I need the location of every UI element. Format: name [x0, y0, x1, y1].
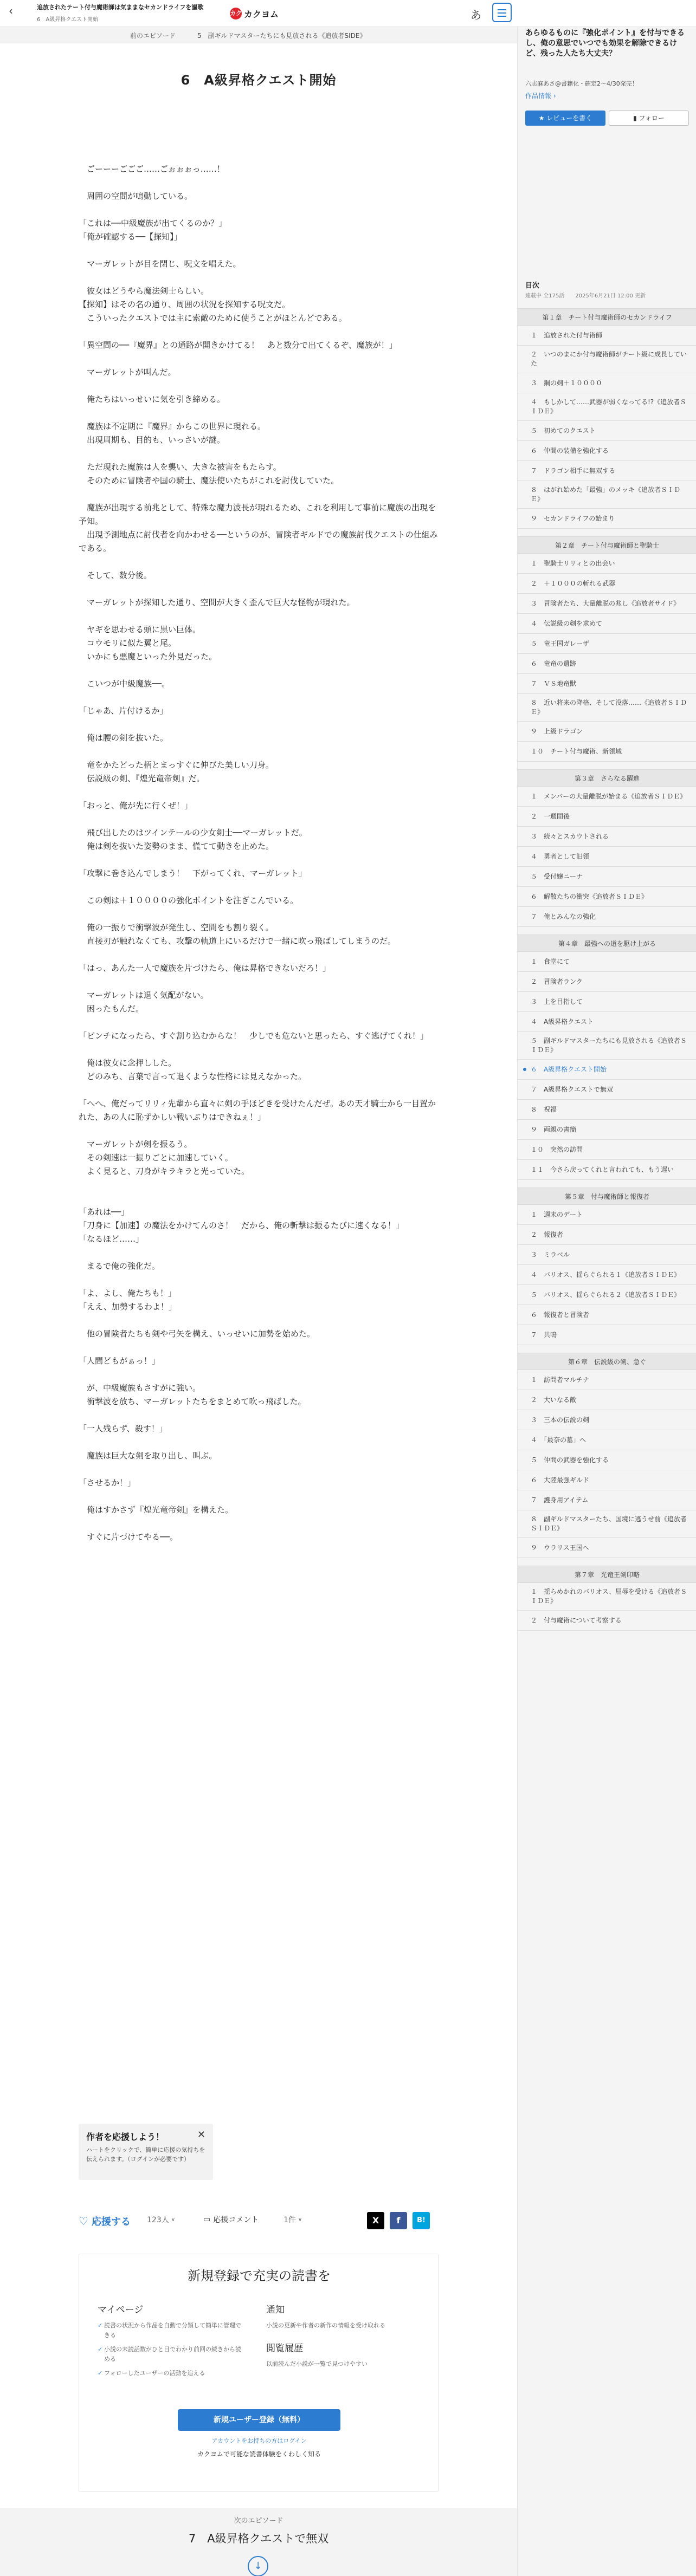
blank-line	[79, 1246, 439, 1260]
episode-paragraph: 俺は剣を抜いた姿勢のまま、慌てて動きを止めた。	[79, 841, 274, 851]
next-episode-label: 次のエピソード	[234, 2517, 283, 2525]
blank-line	[79, 1192, 439, 1205]
star-icon: ★	[538, 114, 545, 122]
history-title: 閲覧履歴	[266, 2343, 303, 2354]
episode-paragraph: すぐに片づけてやる──。	[79, 1532, 178, 1542]
toc-episode-link[interactable]: １ 訪問者マルチナ	[518, 1370, 696, 1390]
blank-line	[79, 1016, 439, 1029]
review-button[interactable]	[525, 111, 605, 126]
toc-episode-link[interactable]: ４ 「最奈の墓」へ	[518, 1430, 696, 1450]
blank-line	[79, 447, 439, 460]
episode-paragraph: いかにも悪魔といった外見だった。	[79, 652, 217, 661]
toc-episode-link[interactable]: ９ セカンドライフの始まり	[518, 509, 696, 529]
episode-paragraph: その剣速は一振りごとに加速していく。	[79, 1153, 233, 1163]
toc-episode-link[interactable]: ９ ウラリス王国へ	[518, 1538, 696, 1558]
episode-paragraph: こういったクエストでは主に索敵のために使うことがほとんどである。	[79, 313, 347, 323]
font-settings-icon[interactable]: あ	[471, 9, 481, 22]
episode-paragraph: 直接刃が触れなくても、攻撃の軌道上にいるだけで一緒に吹っ飛ばしてしまうのだ。	[79, 936, 396, 946]
close-icon[interactable]: ✕	[197, 2129, 205, 2140]
toc-episode-link[interactable]: ８ はがれ始めた「最強」のメッキ《追放者ＳＩＤＥ》	[518, 481, 696, 509]
learn-more-link[interactable]: カクヨムで可能な読書体験をくわしく知る	[197, 2450, 321, 2458]
blank-line	[79, 813, 439, 826]
toc-episode-link[interactable]: ２ 報復者	[518, 1225, 696, 1245]
episode-paragraph: 「へへ、俺だってリリィ先輩から直々に剣の手ほどきを受けたんだぜ。あの天才騎士から一目置かれた、あの人に恥ずかしい戦いぶりはできねぇ！」	[79, 1099, 436, 1122]
toc-episode-link[interactable]: ２ 一週間後	[518, 807, 696, 827]
episode-paragraph: 衝撃波を放ち、マーガレットたちをまとめて吹っ飛ばした。	[79, 1397, 306, 1406]
next-episode-section	[0, 2508, 517, 2576]
episode-subtitle: 6 A級昇格クエスト開始	[37, 17, 99, 23]
blank-line	[79, 745, 439, 758]
toc-episode-link[interactable]: ４ A級昇格クエスト	[518, 1012, 696, 1032]
toc-episode-link[interactable]: ５ 副ギルドマスターたちにも見放される《追放者ＳＩＤＥ》	[518, 1032, 696, 1060]
blank-line	[79, 1273, 439, 1287]
blank-line	[79, 664, 439, 677]
episode-paragraph: 魔族は巨大な剣を取り出し、叫ぶ。	[79, 1451, 217, 1461]
blank-line	[79, 1517, 439, 1530]
toc-episode-link[interactable]: ７ ドラゴン相手に無双する	[518, 461, 696, 481]
episode-paragraph: 「これは──中級魔族が出てくるのか？」	[79, 218, 227, 228]
blank-line	[79, 352, 439, 366]
toc-episode-link[interactable]: ９ 両親の書簡	[518, 1120, 696, 1140]
toc-episode-link[interactable]: ３ ミラベル	[518, 1245, 696, 1265]
next-episode-link[interactable]: 7 A級昇格クエストで無双	[188, 2532, 329, 2545]
mypage-item: ✓ 小説の未読話数がひと目でわかり前回の続きから読める	[98, 2345, 244, 2364]
chevron-down-icon: ∨	[298, 2216, 302, 2223]
blank-line	[79, 406, 439, 420]
blank-line	[79, 1368, 439, 1381]
toc-episode-link[interactable]: ３ 冒険者たち、大量離脱の兆し《追放者サイド》	[518, 594, 696, 614]
episode-paragraph: 伝説級の剣、『煌光竜帝剣』だ。	[79, 774, 205, 783]
toc-episode-link[interactable]: １ 食堂にて	[518, 952, 696, 972]
logo-mark: カク	[230, 8, 242, 20]
share-x-icon[interactable]: X	[367, 2212, 384, 2229]
episode-paragraph: 「あれは──」	[79, 1207, 130, 1217]
toc-episode-link[interactable]: ２ 付与魔術について考察する	[518, 1611, 696, 1631]
blank-line	[79, 582, 439, 596]
episode-paragraph: 周囲の空間が鳴動している。	[79, 191, 193, 201]
blank-line	[79, 907, 439, 921]
comment-icon: ▭	[203, 2215, 211, 2224]
episode-paragraph: 俺はすかさず『煌光竜帝剣』を構えた。	[79, 1505, 234, 1515]
episode-paragraph: まるで俺の強化だ。	[79, 1261, 160, 1271]
episode-paragraph: マーガレットが剣を振るう。	[79, 1139, 192, 1149]
episode-paragraph: 「一人残らず、殺す！」	[79, 1424, 167, 1433]
blank-line	[79, 691, 439, 704]
follow-label: フォロー	[639, 114, 665, 122]
toc-episode-link[interactable]: １ 聖騎士リリィとの出会い	[518, 554, 696, 574]
toc-episode-link[interactable]: ６ 報復者と冒険者	[518, 1305, 696, 1325]
episode-paragraph: 俺の一振りで衝撃波が発生し、空間をも割り裂く。	[79, 923, 274, 932]
toc-episode-link[interactable]: ４ 伝説級の剣を求めて	[518, 614, 696, 634]
toc-episode-link[interactable]: ２ いつのまにか付与魔術師がチート級に成長していた	[518, 346, 696, 373]
cheer-count-value: 123人	[147, 2216, 169, 2224]
arrow-down-icon[interactable]: ↓	[248, 2556, 268, 2576]
toc-episode-link[interactable]: ４ バリオス、揺らぐられる１《追放者ＳＩＤＥ》	[518, 1265, 696, 1285]
toc-episode-link[interactable]: ７ ＶＳ地竜獣	[518, 674, 696, 694]
sidebar	[517, 0, 696, 2576]
toc-episode-link[interactable]: ３ 鋼の剣＋１００００	[518, 373, 696, 393]
episode-paragraph: マーガレットが探知した通り、空間が大きく歪んで巨大な怪物が現れた。	[79, 598, 355, 607]
toc-episode-link[interactable]: ６ 仲間の装備を強化する	[518, 441, 696, 461]
episode-paragraph: が、中級魔族もさすがに強い。	[79, 1383, 201, 1393]
episode-paragraph: 困ったもんだ。	[79, 1004, 144, 1014]
notify-desc: 小説の更新や作者の新作の情報を受け取れる	[266, 2322, 385, 2329]
toc-meta: 連載中 全175話 2025年6月21日 12:00 更新	[525, 293, 646, 299]
cheer-author-box	[79, 2124, 213, 2180]
register-button[interactable]: 新規ユーザー登録（無料）	[178, 2409, 340, 2431]
chevron-down-icon: ∨	[171, 2216, 176, 2223]
toc-episode-link[interactable]: ６ 竜竜の遺跡	[518, 654, 696, 674]
toc-episode-link[interactable]: ５ 竜王国ガレーザ	[518, 634, 696, 654]
episode-paragraph: こいつが中級魔族──。	[79, 679, 170, 689]
episode-paragraph: 「異空間の──『魔界』との通路が開きかけてる！ あと数分で出てくるぞ、魔族が！」	[79, 340, 397, 350]
blank-line	[79, 853, 439, 867]
blank-line	[79, 203, 439, 217]
toc-episode-link[interactable]: ８ 近い将来の降格、そして没落……《追放者ＳＩＤＥ》	[518, 694, 696, 722]
blank-line	[79, 149, 439, 163]
comment-label: 応援コメント	[213, 2216, 259, 2224]
blank-line	[79, 1043, 439, 1056]
register-panel	[79, 2254, 439, 2492]
episode-paragraph: 俺たちはいっせいに気を引き締める。	[79, 394, 225, 404]
cheer-heading: 作者を応援しよう！	[86, 2132, 165, 2142]
toc-episode-link[interactable]: ５ バリオス、揺らぐられる２《追放者ＳＩＤＥ》	[518, 1285, 696, 1305]
blank-line	[79, 1436, 439, 1449]
comment-count[interactable]	[283, 2214, 302, 2225]
episode-paragraph: 俺は腰の剣を抜いた。	[79, 733, 169, 743]
episode-paragraph: マーガレットが目を閉じ、呪文を唱えた。	[79, 259, 241, 269]
cheer-description: ハートをクリックで、簡単に応援の気持ちを伝えられます。（ログインが必要です）	[86, 2146, 205, 2163]
toc-episode-link[interactable]: ５ 受付嬢ニーナ	[518, 867, 696, 887]
toc-episode-link[interactable]: ７ 護身用アイテム	[518, 1490, 696, 1510]
toc-episode-link[interactable]: ５ 仲間の武器を強化する	[518, 1450, 696, 1470]
toc-chapter-heading: 第１章 チート付与魔術師のセカンドライフ	[518, 308, 696, 326]
blank-line	[79, 1178, 439, 1192]
episode-paragraph: 【探知】はその名の通り、周囲の状況を探知する呪文だ。	[79, 300, 291, 309]
episode-actions	[79, 2212, 439, 2229]
chevron-left-icon[interactable]: ‹	[9, 4, 13, 17]
blank-line	[79, 1314, 439, 1327]
toc-episode-link[interactable]: ６ 解散たちの衝突《追放者ＳＩＤＥ》	[518, 887, 696, 907]
episode-paragraph: どのみち、言葉で言って退くような性格には見えなかった。	[79, 1072, 307, 1081]
mypage-item: ✓ フォローしたユーザーの活動を追える	[98, 2369, 244, 2378]
toc-episode-link[interactable]: １ 揺らめかれのバリオス、屈辱を受ける《追放者ＳＩＤＥ》	[518, 1583, 696, 1611]
work-info-label: 作品情報	[525, 92, 552, 100]
toc-episode-link[interactable]: ９ 上級ドラゴン	[518, 722, 696, 742]
toc-episode-link[interactable]: ２ ＋１０００の斬れる武器	[518, 574, 696, 594]
notify-title: 通知	[266, 2305, 285, 2315]
episode-paragraph: 「人間どもがぁっ！」	[79, 1356, 160, 1366]
history-desc: 以前読んだ小説が一覧で見つけやすい	[266, 2360, 368, 2367]
review-label: レビューを書く	[546, 114, 592, 122]
cheer-count[interactable]	[147, 2214, 175, 2225]
work-info-link[interactable]	[525, 91, 556, 100]
prev-episode-link[interactable]: 前のエピソード	[130, 32, 176, 40]
main-content	[0, 27, 517, 2576]
toc-episode-link[interactable]: １０ チート付与魔術、新領域	[518, 742, 696, 762]
toc-episode-link[interactable]: １ 追放された付与術師	[518, 326, 696, 346]
blank-line	[79, 1409, 439, 1422]
blank-line	[79, 948, 439, 962]
episode-paragraph: 出現予測地点に討伐者を向かわせる──というのが、冒険者ギルドでの魔族討伐クエストの仕組みである。	[79, 530, 438, 553]
share-hatena-icon[interactable]: B!	[413, 2212, 430, 2229]
episode-paragraph: 「俺が確認する──【探知】」	[79, 232, 182, 242]
episode-paragraph: 「おっと、俺が先に行くぜ！」	[79, 801, 193, 810]
mypage-column	[98, 2302, 244, 2383]
toc-chapter-heading: 第４章 最強への道を駆け上がる	[518, 935, 696, 952]
blank-line	[79, 325, 439, 339]
toc-episode-link[interactable]: １ 週末のデート	[518, 1205, 696, 1225]
kakuyomu-logo[interactable]	[230, 7, 279, 20]
episode-paragraph: 「はっ、あんた一人で魔族を片づけたら、俺は昇格できないだろ！」	[79, 963, 331, 973]
toc-episode-link[interactable]: ３ 上を目指して	[518, 992, 696, 1012]
episode-paragraph: マーガレットが叫んだ。	[79, 367, 176, 377]
toc-chapter-heading: 第７章 光竜王剣印略	[518, 1566, 696, 1583]
episode-paragraph: 「攻撃に巻き込んでしまう！ 下がってくれ、マーガレット」	[79, 868, 307, 878]
follow-button[interactable]	[609, 111, 689, 126]
heart-icon: ♡	[79, 2215, 88, 2228]
episode-paragraph: 「よ、よし、俺たちも！」	[79, 1288, 177, 1298]
blank-line	[79, 786, 439, 799]
episode-body	[79, 135, 439, 1544]
logo-text: カクヨム	[244, 9, 279, 20]
toc-episode-link[interactable]: ２ 大いなる敵	[518, 1390, 696, 1410]
toc-episode-link[interactable]: ６ 大陸最強ギルド	[518, 1470, 696, 1490]
toc-episode-link[interactable]: １１ 今さら戻ってくれと言われても、もう遅い	[518, 1160, 696, 1180]
episode-paragraph: ごーーーごごご……ごぉぉぉっ……！	[79, 164, 225, 174]
cheer-label: 応援する	[91, 2216, 131, 2228]
toc-episode-link[interactable]: ４ 勇者として旧領	[518, 847, 696, 867]
episode-paragraph: そのために冒険者や国の騎士、魔法使いたちがこれを討伐していた。	[79, 476, 339, 485]
blank-line	[79, 176, 439, 190]
bookmark-icon: ▮	[633, 114, 637, 122]
episode-paragraph: 俺は彼女に念押しした。	[79, 1058, 177, 1068]
toc-episode-link[interactable]: ２ 冒険者ランク	[518, 972, 696, 992]
blank-line	[79, 379, 439, 393]
sidebar-work-title[interactable]: あらゆるものに『強化ポイント』を付与できるし、俺の意思でいつでも効果を解除できるけど、残った人たち大丈夫？	[525, 29, 685, 58]
toc-chapter-heading: 第６章 伝説級の剣、急ぐ	[518, 1353, 696, 1370]
toc-chapter-heading: 第５章 付与魔術師と報復者	[518, 1188, 696, 1205]
notify-column	[266, 2302, 418, 2379]
episode-paragraph: 飛び出したのはツインテールの少女剣士──マーガレットだ。	[79, 828, 307, 838]
episode-paragraph: コウモリに似た翼と尾。	[79, 638, 177, 648]
episode-paragraph: 魔族は不定期に『魔界』からこの世界に現れる。	[79, 421, 266, 431]
blank-line	[79, 1124, 439, 1138]
blank-line	[79, 555, 439, 569]
episode-paragraph: 「させるか！」	[79, 1478, 136, 1488]
episode-paragraph: 「刀身に【加速】の魔法をかけてんのさ！ だから、俺の斬撃は振るたびに速くなる！」	[79, 1221, 404, 1230]
episode-paragraph: 「ええ、加勢するわよ！」	[79, 1302, 177, 1312]
toc-episode-link[interactable]: ８ 副ギルドマスターたち、国境に逃うせ前《追放者ＳＩＤＥ》	[518, 1510, 696, 1538]
episode-paragraph: よく見ると、刀身がキラキラと光っていた。	[79, 1166, 250, 1176]
episode-paragraph: ただ現れた魔族は人を襲い、大きな被害をもたらす。	[79, 462, 281, 472]
episode-paragraph: 彼女はどうやら魔法剣士らしい。	[79, 286, 209, 296]
toc-chapter-heading: 第２章 チート付与魔術師と聖騎士	[518, 536, 696, 554]
blank-line	[79, 1083, 439, 1097]
mypage-item: ✓ 読書の状況から作品を自動で分類して簡単に管理できる	[98, 2321, 244, 2340]
blank-line	[79, 1463, 439, 1476]
toc-episode-link[interactable]: １０ 突然の訪問	[518, 1140, 696, 1160]
table-of-contents	[518, 308, 696, 1631]
episode-paragraph: 魔族が出現する前兆として、特殊な魔力波長が現れるため、これを利用して事前に魔族の出現を予知。	[79, 503, 436, 526]
current-episode-label: 5 副ギルドマスターたちにも見放される《追放者SIDE》	[197, 32, 366, 40]
toc-episode-link[interactable]: ３ 続々とスカウトされる	[518, 827, 696, 847]
toc-episode-link[interactable]: １ メンバーの大量離脱が始まる《追放者ＳＩＤＥ》	[518, 787, 696, 807]
episode-paragraph: 「じゃあ、片付けるか」	[79, 706, 168, 716]
episode-pager	[0, 27, 517, 43]
toc-chapter-heading: 第３章 さらなる躍進	[518, 769, 696, 787]
episode-paragraph: 「なるほど……」	[79, 1234, 144, 1244]
episode-paragraph: 出現周期も、目的も、いっさいが謎。	[79, 435, 225, 445]
register-heading: 新規登録で充実の読書を	[188, 2268, 331, 2283]
episode-paragraph: 他の冒険者たちも剣や弓矢を構え、いっせいに加勢を始めた。	[79, 1329, 315, 1339]
top-header	[0, 0, 696, 27]
blank-line	[79, 135, 439, 149]
toc-episode-link[interactable]: ７ 共鳴	[518, 1325, 696, 1345]
toc-episode-link[interactable]: ６ A級昇格クエスト開始	[518, 1060, 696, 1080]
episode-paragraph: そして、数分後。	[79, 570, 152, 580]
episode-paragraph: 「ピンチになったら、すぐ割り込むからな！ 少しでも危ないと思ったら、すぐ逃げてくれ！」	[79, 1031, 429, 1041]
toc-episode-link[interactable]: ５ 初めてのクエスト	[518, 421, 696, 441]
episode-title: 6 A級昇格クエスト開始	[181, 73, 337, 88]
episode-paragraph: マーガレットは退く気配がない。	[79, 990, 209, 1000]
blank-line	[79, 1490, 439, 1503]
mypage-title: マイページ	[98, 2305, 144, 2315]
episode-paragraph: この剣は＋１００００の強化ポイントを注ぎこんでいる。	[79, 896, 299, 905]
share-facebook-icon[interactable]: f	[390, 2212, 407, 2229]
cheer-button[interactable]	[79, 2214, 131, 2228]
blank-line	[79, 609, 439, 623]
episode-paragraph: ヤギを思わせる頭に黒い巨体。	[79, 625, 201, 634]
login-link[interactable]: アカウントをお持ちの方はログイン	[211, 2437, 307, 2444]
chevron-right-icon: ›	[553, 92, 556, 100]
episode-paragraph: 竜をかたどった柄とまっすぐに伸びた美しい刀身。	[79, 760, 274, 770]
toc-episode-link[interactable]: ３ 三本の伝説の剣	[518, 1410, 696, 1430]
work-title-link[interactable]: 追放されたテート付与魔術師は気ままなセカンドライフを謳歌	[37, 4, 204, 11]
blank-line	[79, 244, 439, 257]
blank-line	[79, 271, 439, 284]
toc-episode-link[interactable]: ８ 祝福	[518, 1100, 696, 1120]
toc-heading: 目次	[525, 282, 540, 290]
toc-episode-link[interactable]: ７ A級昇格クエストで無双	[518, 1080, 696, 1100]
blank-line	[79, 880, 439, 894]
toc-episode-link[interactable]: ４ もしかして……武器が弱くなってる!?《追放者ＳＩＤＥ》	[518, 393, 696, 421]
author-link[interactable]: 六志麻あさ@書籍化・確定2〜4/30発売！	[525, 80, 638, 87]
blank-line	[79, 488, 439, 501]
comment-count-value: 1件	[283, 2216, 296, 2224]
blank-line	[79, 1341, 439, 1354]
comment-button[interactable]	[203, 2214, 259, 2225]
toc-episode-link[interactable]: ７ 俺とみんなの強化	[518, 907, 696, 927]
menu-icon[interactable]	[492, 3, 512, 22]
blank-line	[79, 718, 439, 731]
blank-line	[79, 975, 439, 989]
